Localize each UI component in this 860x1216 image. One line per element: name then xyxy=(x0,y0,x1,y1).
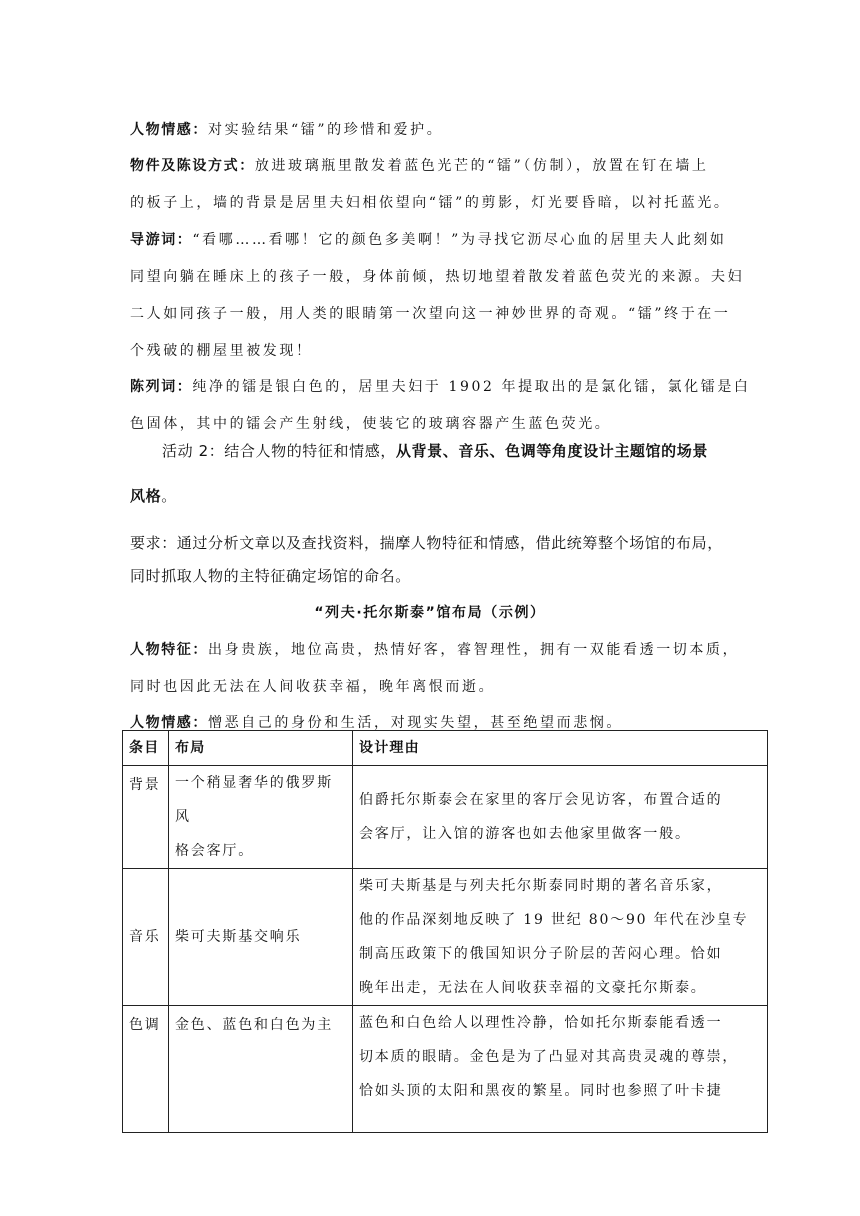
activity-prefix: 活动 2：结合人物的特征和情感， xyxy=(162,442,396,460)
cell-line: 他的作品深刻地反映了 19 世纪 80～90 年代在沙皇专 xyxy=(359,912,749,928)
line-text: 个残破的棚屋里被发现！ xyxy=(130,343,313,359)
para-line xyxy=(130,414,611,434)
para-line xyxy=(130,156,709,176)
cell-line: 切本质的眼睛。金色是为了凸显对其高贵灵魂的尊崇， xyxy=(359,1049,739,1065)
emotion-label: 人物情感： xyxy=(130,715,208,731)
line-text: 对实验结果“镭”的珍惜和爱护。 xyxy=(208,122,444,138)
cell-line: 恰如头顶的太阳和黑夜的繁星。同时也参照了叶卡捷 xyxy=(359,1083,723,1099)
label-bold: 陈列词： xyxy=(130,379,193,395)
line-text: “看哪……看哪！它的颜色多美啊！”为寻找它沥尽心血的居里夫人此刻如 xyxy=(192,232,727,248)
cell-line: 伯爵托尔斯泰会在家里的客厅会见访客，布置合适的 xyxy=(359,792,723,808)
requirement-line-1: 要求：通过分析文章以及查找资料，揣摩人物特征和情感，借此统筹整个场馆的布局， xyxy=(130,534,723,552)
cell-line: 会客厅，让入馆的游客也如去他家里做客一般。 xyxy=(359,826,691,842)
table-row xyxy=(123,869,768,1006)
activity-bold-2: 风格 xyxy=(130,487,162,505)
row-layout: 柴可夫斯基交响乐 xyxy=(169,869,353,1006)
row-item: 音乐 xyxy=(123,869,169,1006)
activity-line xyxy=(162,441,708,461)
row-item: 色调 xyxy=(123,1006,169,1133)
cell-line: 格会客厅。 xyxy=(175,843,254,859)
para-line xyxy=(130,377,751,397)
line-text: 同望向躺在睡床上的孩子一般，身体前倾，热切地望着散发着蓝色荧光的来源。夫妇 xyxy=(130,269,745,285)
line-text: 放进玻璃瓶里散发着蓝色光芒的“镭”（仿制），放置在钉在墙上 xyxy=(254,158,709,174)
example-title: “列夫·托尔斯泰”馆布局（示例） xyxy=(314,605,546,621)
para-line xyxy=(130,230,727,250)
header-item: 条目 xyxy=(123,731,169,766)
emotion-text: 憎恶自己的身份和生活，对现实失望，甚至绝望而悲悯。 xyxy=(208,715,623,731)
label-bold: 物件及陈设方式： xyxy=(130,158,255,174)
row-layout: 金色、蓝色和白色为主 xyxy=(169,1006,353,1133)
line-text: 色固体，其中的镭会产生射线，使装它的玻璃容器产生蓝色荧光。 xyxy=(130,416,612,432)
activity-bold: 从背景、音乐、色调等角度设计主题馆的场景 xyxy=(395,442,708,460)
row-reason xyxy=(353,869,768,1006)
line-text: 的板子上，墙的背景是居里夫妇相依望向“镭”的剪影，灯光要昏暗，以衬托蓝光。 xyxy=(130,195,731,211)
row-item: 背景 xyxy=(123,766,169,869)
requirement-line-2: 同时抓取人物的主特征确定场馆的命名。 xyxy=(130,567,411,585)
para-line xyxy=(130,193,731,213)
para-line xyxy=(130,267,744,287)
cell-line: 一个稍显奢华的俄罗斯风 xyxy=(175,775,333,825)
traits-text: 出身贵族，地位高贵，热情好客，睿智理性，拥有一双能看透一切本质， xyxy=(208,642,740,658)
row-reason xyxy=(353,766,768,869)
row-reason xyxy=(353,1006,768,1133)
cell-line: 晚年出走，无法在人间收获幸福的文豪托尔斯泰。 xyxy=(359,980,707,996)
activity-suffix: 。 xyxy=(161,487,177,505)
cell-line: 制高压政策下的俄国知识分子阶层的苦闷心理。恰如 xyxy=(359,946,723,962)
label-bold: 导游词： xyxy=(130,232,193,248)
label-bold: 人物情感： xyxy=(130,122,208,138)
cell-line: 蓝色和白色给人以理性冷静，恰如托尔斯泰能看透一 xyxy=(359,1015,723,1031)
table-row xyxy=(123,1006,768,1133)
traits-line-2: 同时也因此无法在人间收获幸福，晚年离恨而逝。 xyxy=(130,679,496,695)
line-text: 纯净的镭是银白色的，居里夫妇于 1902 年提取出的是氯化镭，氯化镭是白 xyxy=(192,379,751,395)
cell-line: 柴可夫斯基是与列夫托尔斯泰同时期的著名音乐家， xyxy=(359,878,723,894)
para-line xyxy=(130,341,313,361)
row-layout xyxy=(169,766,353,869)
table-row xyxy=(123,766,768,869)
header-reason: 设计理由 xyxy=(353,731,768,766)
layout-table xyxy=(122,730,768,1133)
traits-line-1 xyxy=(130,640,739,660)
table-header-row xyxy=(123,731,768,766)
para-line xyxy=(130,304,731,324)
traits-label: 人物特征： xyxy=(130,642,208,658)
header-layout: 布局 xyxy=(169,731,353,766)
para-line xyxy=(130,120,443,140)
line-text: 二人如同孩子一般，用人类的眼睛第一次望向这一神妙世界的奇观。“镭”终于在一 xyxy=(130,306,731,322)
activity-line-2 xyxy=(130,486,177,506)
